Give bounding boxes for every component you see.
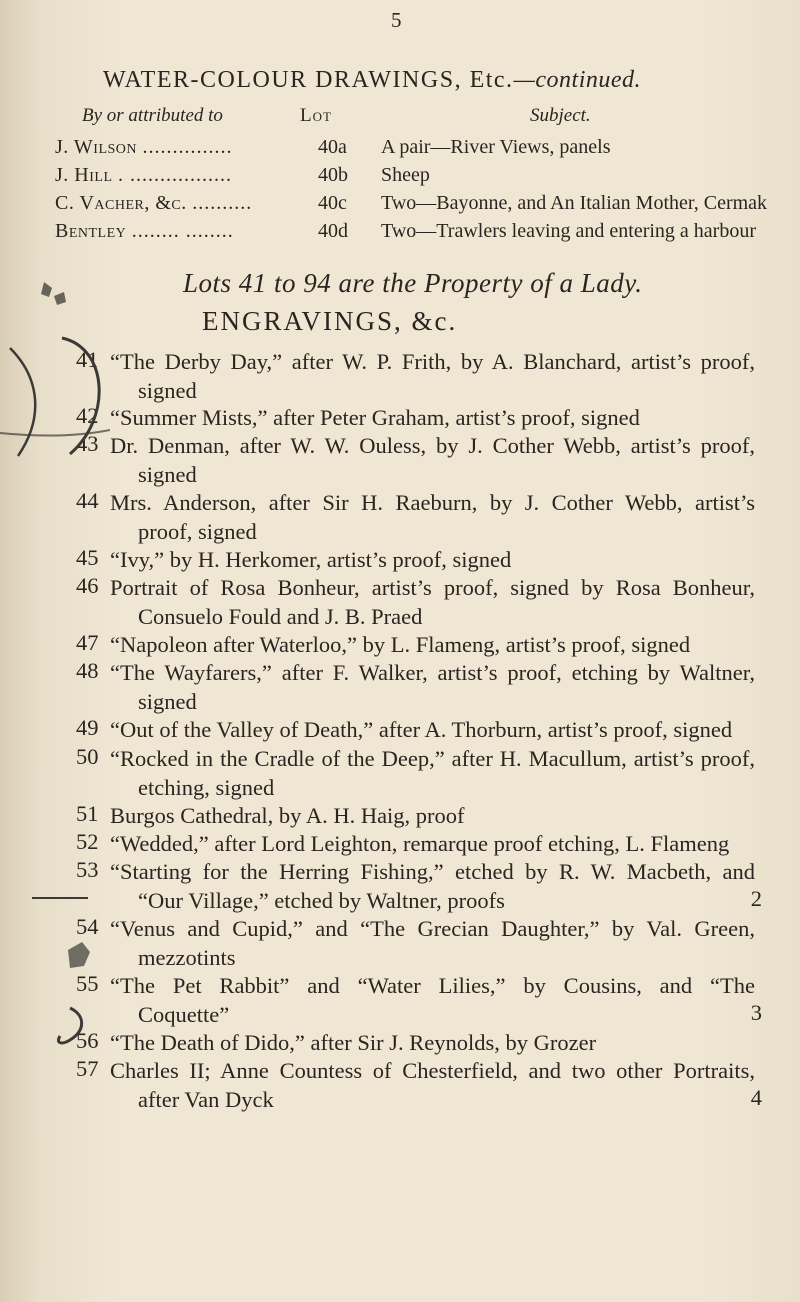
lot-number: 40a xyxy=(318,136,347,158)
artist-name xyxy=(55,220,234,243)
lot-quantity: 3 xyxy=(750,1000,762,1025)
lot-number: 40b xyxy=(318,164,348,186)
description-line: after Van Dyck xyxy=(138,1087,274,1112)
lot-number: 50 xyxy=(76,744,99,769)
artist-text: J. Hill xyxy=(55,164,113,186)
column-head-lot: Lot xyxy=(300,105,332,126)
lot-quantity: 2 xyxy=(750,886,762,911)
description-line: “Venus and Cupid,” and “The Grecian Daughter,” by Val. Green, xyxy=(110,916,755,941)
leader-dots: .......... xyxy=(192,192,253,214)
lot-description xyxy=(110,914,755,972)
description-line: etching, signed xyxy=(138,775,275,800)
property-note: Lots 41 to 94 are the Property of a Lady. xyxy=(183,268,643,298)
page-number: 5 xyxy=(391,8,402,32)
lot-number: 51 xyxy=(76,801,99,826)
description-line: “The Death of Dido,” after Sir J. Reynolds, by Grozer xyxy=(110,1030,597,1055)
description-line: “Summer Mists,” after Peter Graham, artist’s proof, signed xyxy=(110,405,640,430)
lot-number: 57 xyxy=(76,1056,99,1081)
leader-dots: ............... xyxy=(142,136,233,158)
description-line: Charles II; Anne Countess of Chesterfield, and two other Portraits, xyxy=(110,1058,755,1083)
description-line: “Napoleon after Waterloo,” by L. Flameng, artist’s proof, signed xyxy=(110,632,691,657)
lot-description xyxy=(110,573,755,631)
lot-number: 49 xyxy=(76,715,99,740)
section-title: ENGRAVINGS, &c. xyxy=(202,306,458,336)
lot-description xyxy=(110,630,755,659)
column-head-subject: Subject. xyxy=(530,105,591,126)
lot-number: 44 xyxy=(76,488,99,513)
lot-number: 43 xyxy=(76,431,99,456)
artist-name xyxy=(55,164,232,187)
description-line: proof, signed xyxy=(138,519,257,544)
description-line: “Our Village,” etched by Waltner, proofs xyxy=(138,888,505,913)
lot-number: 41 xyxy=(76,347,99,372)
running-head-title: WATER-COLOUR DRAWINGS, Etc. xyxy=(103,67,514,93)
description-line: “Ivy,” by H. Herkomer, artist’s proof, signed xyxy=(110,547,512,572)
description-line: signed xyxy=(138,689,197,714)
watercolour-row xyxy=(0,164,800,192)
lot-description xyxy=(110,488,755,546)
running-head-continued: —continued. xyxy=(513,67,642,93)
description-line: Consuelo Fould and J. B. Praed xyxy=(138,604,423,629)
artist-text: Bentley xyxy=(55,220,127,242)
watercolour-row xyxy=(0,192,800,220)
lot-number: 45 xyxy=(76,545,99,570)
lot-description xyxy=(110,971,755,1029)
lot-description xyxy=(110,801,755,830)
lot-description xyxy=(110,658,755,716)
lot-number: 40d xyxy=(318,220,348,242)
margin-stamp-mark xyxy=(30,880,100,1080)
description-line: “The Wayfarers,” after F. Walker, artist’s proof, etching by Waltner, xyxy=(110,660,755,685)
lot-subject: Two—Trawlers leaving and entering a harbour xyxy=(381,220,756,242)
description-line: Mrs. Anderson, after Sir H. Raeburn, by J. Cother Webb, artist’s xyxy=(110,490,755,515)
watercolour-row xyxy=(0,136,800,164)
lot-description xyxy=(110,431,755,489)
lot-number: 42 xyxy=(76,403,99,428)
lot-description xyxy=(110,1028,755,1057)
artist-text: C. Vacher, &c. xyxy=(55,192,187,214)
lot-number: 48 xyxy=(76,658,99,683)
leader-dots: ........ ........ xyxy=(131,220,234,242)
lot-number: 46 xyxy=(76,573,99,598)
lot-description xyxy=(110,744,755,802)
leader-dots: . ................. xyxy=(118,164,232,186)
description-line: “The Pet Rabbit” and “Water Lilies,” by Cousins, and “The xyxy=(110,973,755,998)
artist-name xyxy=(55,136,233,159)
lot-number: 56 xyxy=(76,1028,99,1053)
artist-text: J. Wilson xyxy=(55,136,138,158)
description-line: Coquette” xyxy=(138,1002,230,1027)
lot-description xyxy=(110,545,755,574)
lot-subject: A pair—River Views, panels xyxy=(381,136,611,158)
lot-description xyxy=(110,857,755,915)
circular-stamp-mark xyxy=(0,278,110,468)
lot-description xyxy=(110,829,755,858)
lot-quantity: 4 xyxy=(750,1085,762,1110)
description-line: Burgos Cathedral, by A. H. Haig, proof xyxy=(110,803,465,828)
lot-number: 55 xyxy=(76,971,99,996)
description-line: “Wedded,” after Lord Leighton, remarque proof etching, L. Flameng xyxy=(110,831,730,856)
lot-number: 47 xyxy=(76,630,99,655)
lot-number: 52 xyxy=(76,829,99,854)
description-line: signed xyxy=(138,462,197,487)
lot-description xyxy=(110,715,755,744)
description-line: Dr. Denman, after W. W. Ouless, by J. Cother Webb, artist’s proof, xyxy=(110,433,755,458)
description-line: “Rocked in the Cradle of the Deep,” after H. Macullum, artist’s proof, xyxy=(110,746,755,771)
lot-description xyxy=(110,1056,755,1114)
description-line: “Out of the Valley of Death,” after A. Thorburn, artist’s proof, signed xyxy=(110,717,733,742)
description-line: “Starting for the Herring Fishing,” etched by R. W. Macbeth, and xyxy=(110,859,755,884)
description-line: Portrait of Rosa Bonheur, artist’s proof, signed by Rosa Bonheur, xyxy=(110,575,755,600)
lot-number: 53 xyxy=(76,857,99,882)
lot-number: 40c xyxy=(318,192,347,214)
lot-subject: Two—Bayonne, and An Italian Mother, Cermak xyxy=(381,192,768,214)
description-line: “The Derby Day,” after W. P. Frith, by A. Blanchard, artist’s proof, xyxy=(110,349,755,374)
lot-description xyxy=(110,347,755,405)
lot-subject: Sheep xyxy=(381,164,430,186)
description-line: signed xyxy=(138,378,197,403)
column-head-artist: By or attributed to xyxy=(82,105,223,126)
artist-name xyxy=(55,192,252,215)
watercolour-row xyxy=(0,220,800,248)
running-head xyxy=(103,67,641,94)
description-line: mezzotints xyxy=(138,945,236,970)
lot-description xyxy=(110,403,755,432)
lot-number: 54 xyxy=(76,914,99,939)
